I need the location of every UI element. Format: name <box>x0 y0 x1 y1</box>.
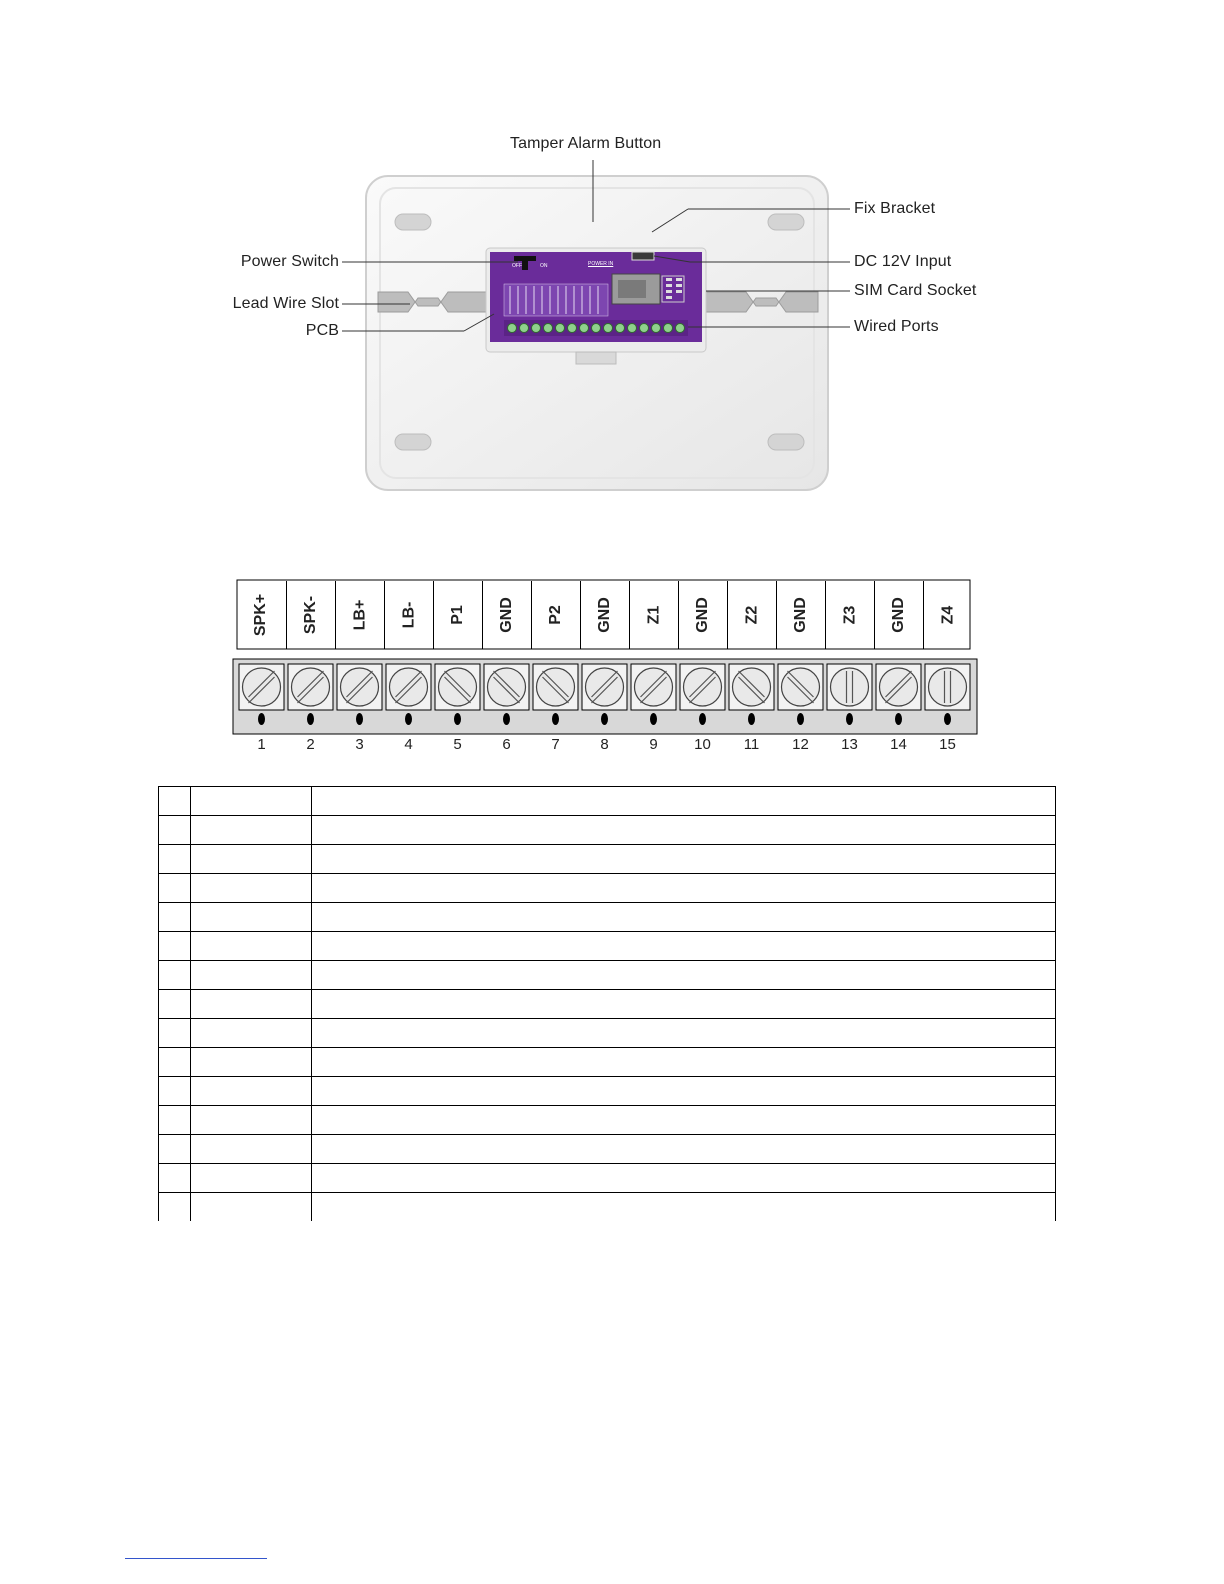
table-row <box>159 1048 1056 1077</box>
terminal-screw <box>390 668 428 706</box>
terminal-number: 12 <box>792 736 809 753</box>
terminal-label-text: Z3 <box>840 605 858 625</box>
table-cell <box>312 1077 1056 1106</box>
terminal-screw <box>635 668 673 706</box>
terminal-screw <box>782 668 820 706</box>
table-cell <box>312 787 1056 816</box>
terminal-screw <box>243 668 281 706</box>
terminal-number: 5 <box>453 736 462 753</box>
table-cell <box>191 990 312 1019</box>
terminal-label <box>335 581 384 649</box>
terminal-label-text: GND <box>792 597 809 633</box>
table-cell <box>191 961 312 990</box>
terminal-screw <box>880 668 918 706</box>
table-cell <box>191 903 312 932</box>
wire-entry-hole <box>601 713 608 725</box>
table-cell <box>191 845 312 874</box>
terminal-number: 6 <box>502 736 511 753</box>
table-cell <box>159 816 191 845</box>
table-cell <box>312 1106 1056 1135</box>
terminal-block-diagram <box>0 0 1224 780</box>
terminal-number: 1 <box>257 736 266 753</box>
table-cell <box>191 1135 312 1164</box>
terminal-label <box>384 581 433 649</box>
pcb-on-mark: ON <box>540 263 548 269</box>
table-cell <box>159 1193 191 1222</box>
table-cell <box>191 1106 312 1135</box>
table-cell <box>159 787 191 816</box>
table-cell <box>191 1048 312 1077</box>
terminal-label-text: P1 <box>448 605 466 625</box>
terminal-label-text: GND <box>596 597 613 633</box>
table-cell <box>159 961 191 990</box>
table-cell <box>191 787 312 816</box>
table-row <box>159 961 1056 990</box>
callout-tamper-alarm-button: Tamper Alarm Button <box>510 135 662 152</box>
wire-entry-hole <box>454 713 461 725</box>
pcb-off-mark: OFF <box>512 263 522 269</box>
terminal-number: 15 <box>939 736 956 753</box>
table-cell <box>312 874 1056 903</box>
table-row <box>159 787 1056 816</box>
table-cell <box>191 1193 312 1222</box>
callout-dc-12v-input: DC 12V Input <box>854 253 952 270</box>
wire-entry-hole <box>258 713 265 725</box>
wire-entry-hole <box>356 713 363 725</box>
terminal-number: 4 <box>404 736 413 753</box>
terminal-label <box>727 581 776 649</box>
table-cell <box>191 932 312 961</box>
terminal-label-text: Z4 <box>938 605 956 625</box>
table-cell <box>159 1048 191 1077</box>
table-cell <box>191 1077 312 1106</box>
terminal-label <box>776 581 825 649</box>
table-row <box>159 816 1056 845</box>
table-cell <box>159 1019 191 1048</box>
table-cell <box>159 990 191 1019</box>
table-row <box>159 990 1056 1019</box>
terminal-label-text: P2 <box>546 605 564 625</box>
terminal-label <box>923 581 972 649</box>
table-cell <box>159 903 191 932</box>
table-cell <box>312 990 1056 1019</box>
table-row <box>159 1019 1056 1048</box>
table-row <box>159 1193 1056 1222</box>
terminal-label-text: SPK- <box>301 595 319 635</box>
table-cell <box>312 845 1056 874</box>
terminal-number: 11 <box>743 736 760 753</box>
callout-wired-ports: Wired Ports <box>854 318 939 335</box>
callout-fix-bracket: Fix Bracket <box>854 200 936 217</box>
table-cell <box>312 932 1056 961</box>
terminal-number: 13 <box>841 736 858 753</box>
terminal-number: 8 <box>600 736 609 753</box>
terminal-label <box>433 581 482 649</box>
terminal-number: 10 <box>694 736 711 753</box>
terminal-label <box>286 581 335 649</box>
wire-entry-hole <box>503 713 510 725</box>
terminal-label-text: Z2 <box>742 605 760 625</box>
table-cell <box>191 874 312 903</box>
terminal-screw <box>586 668 624 706</box>
wire-entry-hole <box>748 713 755 725</box>
table-row <box>159 845 1056 874</box>
terminal-number: 14 <box>890 736 907 753</box>
table-cell <box>312 1048 1056 1077</box>
table-cell <box>191 816 312 845</box>
terminal-label <box>531 581 580 649</box>
table-cell <box>159 845 191 874</box>
terminal-label <box>482 581 531 649</box>
wire-entry-hole <box>650 713 657 725</box>
table-cell <box>312 1164 1056 1193</box>
terminal-label <box>629 581 678 649</box>
terminal-screw <box>537 668 575 706</box>
table-cell <box>312 961 1056 990</box>
terminal-label-text: GND <box>890 597 907 633</box>
callout-pcb: PCB <box>305 322 339 339</box>
terminal-label <box>874 581 923 649</box>
wire-entry-hole <box>405 713 412 725</box>
terminal-label-text: GND <box>694 597 711 633</box>
callout-sim-card-socket: SIM Card Socket <box>854 282 977 299</box>
terminal-screw <box>341 668 379 706</box>
terminal-number: 7 <box>551 736 560 753</box>
table-row <box>159 1077 1056 1106</box>
terminal-label-text: LB- <box>400 601 417 629</box>
table-row <box>159 1164 1056 1193</box>
table-cell <box>312 1135 1056 1164</box>
table-cell <box>312 903 1056 932</box>
terminal-screw <box>929 668 967 706</box>
terminal-label <box>678 581 727 649</box>
table-row <box>159 874 1056 903</box>
callout-lead-wire-slot: Lead Wire Slot <box>232 295 339 312</box>
table-row <box>159 903 1056 932</box>
table-row <box>159 932 1056 961</box>
wire-entry-hole <box>846 713 853 725</box>
table-cell <box>159 1106 191 1135</box>
terminal-screw <box>831 668 869 706</box>
terminal-screw <box>488 668 526 706</box>
wire-entry-hole <box>895 713 902 725</box>
table-cell <box>312 816 1056 845</box>
wire-entry-hole <box>699 713 706 725</box>
terminal-label-text: Z1 <box>644 605 662 625</box>
terminal-label <box>580 581 629 649</box>
table-row <box>159 1135 1056 1164</box>
terminal-description-table <box>158 786 1056 1221</box>
footer-link-underline <box>125 1558 267 1559</box>
table-row <box>159 1106 1056 1135</box>
wire-entry-hole <box>944 713 951 725</box>
terminal-screw <box>439 668 477 706</box>
wire-entry-hole <box>307 713 314 725</box>
terminal-label <box>237 581 285 649</box>
terminal-label <box>825 581 874 649</box>
table-cell <box>312 1019 1056 1048</box>
terminal-label-text: LB+ <box>350 599 368 631</box>
table-cell <box>159 1135 191 1164</box>
terminal-label-text: GND <box>498 597 515 633</box>
table-cell <box>191 1164 312 1193</box>
terminal-screw <box>684 668 722 706</box>
terminal-number: 3 <box>355 736 364 753</box>
wire-entry-hole <box>552 713 559 725</box>
callout-power-switch: Power Switch <box>240 253 339 270</box>
table-cell <box>191 1019 312 1048</box>
table-cell <box>159 932 191 961</box>
terminal-number: 2 <box>306 736 315 753</box>
wire-entry-hole <box>797 713 804 725</box>
terminal-screw <box>292 668 330 706</box>
terminal-number: 9 <box>649 736 658 753</box>
terminal-screw <box>733 668 771 706</box>
table-cell <box>159 1164 191 1193</box>
terminal-label-text: SPK+ <box>252 593 269 637</box>
table-cell <box>312 1193 1056 1222</box>
table-cell <box>159 874 191 903</box>
table-cell <box>159 1077 191 1106</box>
pcb-power-in-mark: POWER IN <box>588 261 614 267</box>
